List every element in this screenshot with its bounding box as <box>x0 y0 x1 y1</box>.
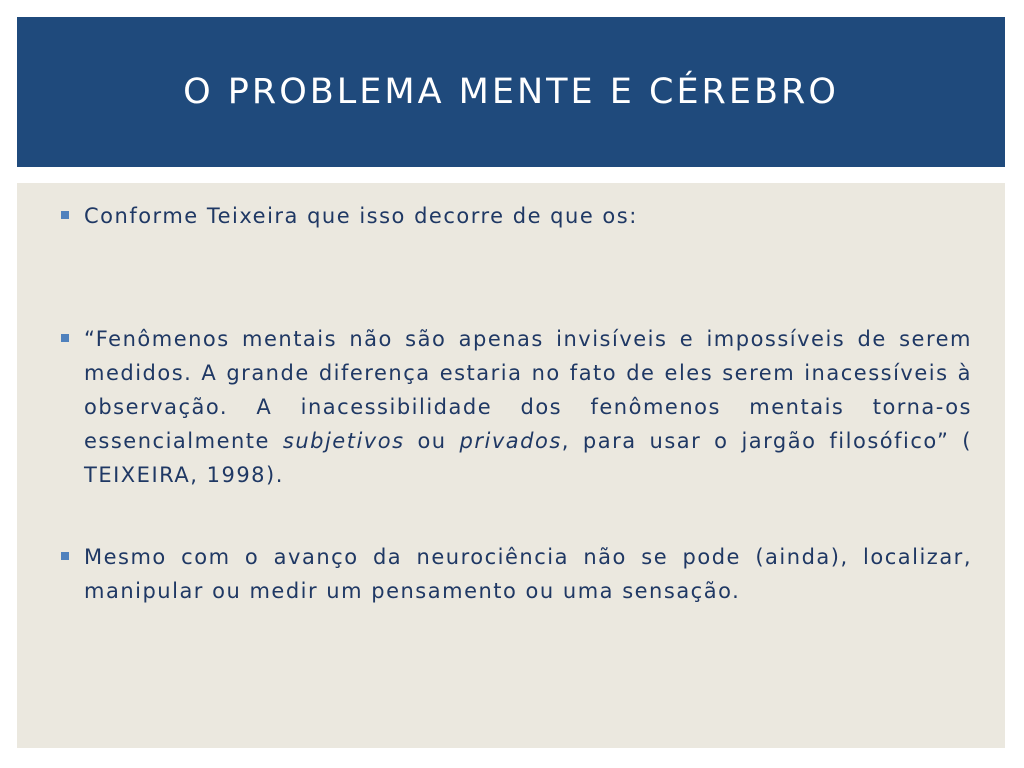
bullet-text-quote <box>84 322 972 492</box>
quote-text: “Fenômenos mentais não são apenas invisíveis e impossíveis de serem medidos. A grande diferença estaria no fato de eles serem inacessíveis à observação. A inacessibilidade dos fenômenos mentais torna-os essencialmente <box>84 327 972 453</box>
italic-term: subjetivos <box>282 429 405 453</box>
quote-text: , para usar o jargão filosófico” ( TEIXEIRA, 1998). <box>84 429 972 487</box>
title-bar <box>17 17 1005 167</box>
slide-title: O PROBLEMA MENTE E CÉREBRO <box>183 72 839 112</box>
italic-term: privados <box>459 429 562 453</box>
content-area <box>17 183 1005 748</box>
bullet-text: Conforme Teixeira que isso decorre de que os: <box>84 204 638 228</box>
square-bullet-icon <box>61 211 69 219</box>
bullet-text: Mesmo com o avanço da neurociência não se pode (ainda), localizar, manipular ou medir um pensamento ou uma sensação. <box>84 545 972 603</box>
square-bullet-icon <box>61 552 69 560</box>
quote-text: ou <box>404 429 460 453</box>
square-bullet-icon <box>61 334 69 342</box>
